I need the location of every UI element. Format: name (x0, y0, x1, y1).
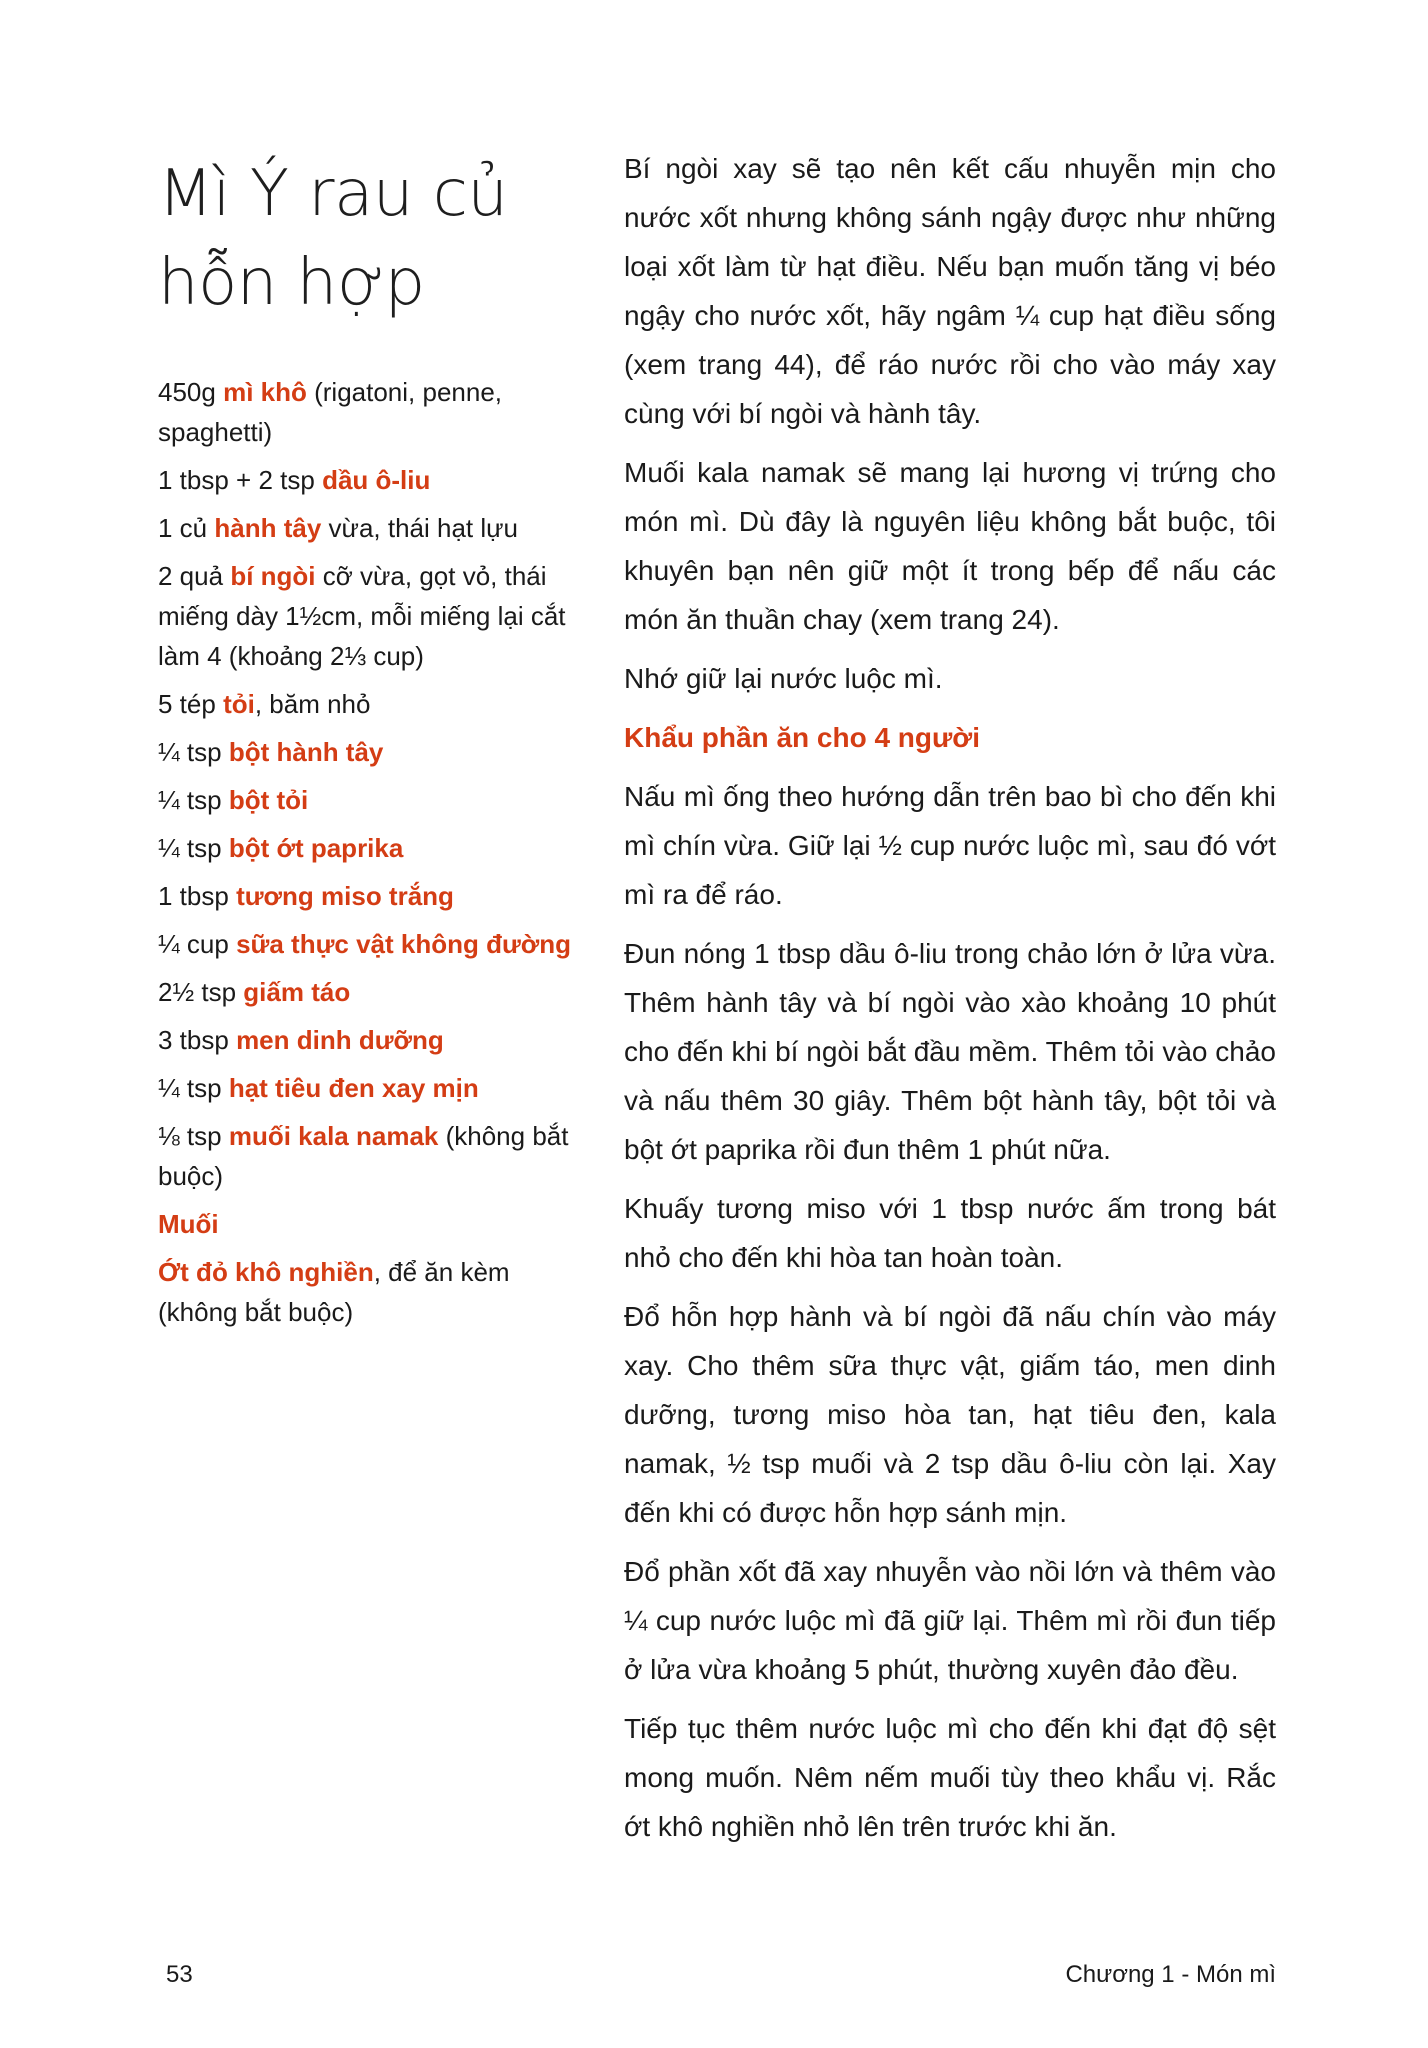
ingredient-name: men dinh dưỡng (236, 1025, 444, 1055)
ingredient-name: bí ngòi (230, 561, 316, 591)
ingredient-name: Muối (158, 1209, 219, 1239)
ingredient-qty: 1 củ (158, 513, 208, 543)
method-column (624, 144, 1276, 1861)
ingredient-item (158, 1116, 578, 1196)
method-step: Tiếp tục thêm nước luộc mì cho đến khi đạt độ sệt mong muốn. Nêm nếm muối tùy theo khẩu vị. Rắc ớt khô nghiền nhỏ lên trên trước khi ăn. (624, 1713, 1276, 1842)
ingredient-qty: 450g (158, 377, 216, 407)
ingredient-name: Ớt đỏ khô nghiền (158, 1257, 374, 1287)
ingredient-name: giấm táo (243, 977, 351, 1007)
ingredient-name: tỏi (223, 689, 255, 719)
ingredient-name: muối kala namak (228, 1121, 439, 1151)
ingredient-item (158, 684, 578, 724)
ingredient-item (158, 372, 578, 452)
method-step: Nấu mì ống theo hướng dẫn trên bao bì cho đến khi mì chín vừa. Giữ lại ½ cup nước luộc mì, sau đó vớt mì ra để ráo. (624, 781, 1276, 910)
ingredient-item (158, 1252, 578, 1332)
ingredient-note: (rigatoni, penne, spaghetti) (158, 377, 503, 447)
ingredient-item (158, 556, 578, 676)
ingredient-qty: 2 quả (158, 561, 224, 591)
recipe-title: Mì Ý rau củ hỗn hợp (158, 157, 508, 320)
ingredient-item (158, 780, 578, 820)
ingredient-item (158, 1020, 578, 1060)
intro-paragraph: Muối kala namak sẽ mang lại hương vị trứng cho món mì. Dù đây là nguyên liệu không bắt buộc, tôi khuyên bạn nên giữ một ít trong bếp để nấu các món ăn thuần chay (xem trang 24). (624, 457, 1276, 635)
ingredient-name: sữa thực vật không đường (236, 929, 572, 959)
ingredient-list (158, 372, 578, 1340)
ingredient-note: (không bắt buộc) (158, 1121, 569, 1191)
ingredient-name: dầu ô-liu (322, 465, 431, 495)
page-number: 53 (166, 1961, 193, 1988)
ingredient-qty: 3 tbsp (158, 1025, 229, 1055)
ingredient-item (158, 1068, 578, 1108)
chapter-label: Chương 1 - Món mì (1065, 1961, 1276, 1988)
ingredient-qty: 1 tbsp (158, 881, 229, 911)
ingredient-item (158, 732, 578, 772)
ingredient-item (158, 508, 578, 548)
ingredient-name: hạt tiêu đen xay mịn (228, 1073, 479, 1103)
ingredient-note: , để ăn kèm (không bắt buộc) (158, 1257, 510, 1327)
method-step: Đun nóng 1 tbsp dầu ô-liu trong chảo lớn ở lửa vừa. Thêm hành tây và bí ngòi vào xào khoảng 10 phút cho đến khi bí ngòi bắt đầu mềm. Thêm tỏi vào chảo và nấu thêm 30 giây. Thêm bột hành tây, bột tỏi và bột ớt paprika rồi đun thêm 1 phút nữa. (624, 938, 1276, 1165)
ingredient-qty: ¼ tsp (158, 785, 222, 815)
servings-heading: Khẩu phần ăn cho 4 người (624, 722, 980, 753)
ingredient-qty: 1 tbsp + 2 tsp (158, 465, 315, 495)
ingredient-qty: ⅛ tsp (158, 1121, 222, 1151)
ingredient-item (158, 460, 578, 500)
ingredient-qty: ¼ tsp (158, 737, 222, 767)
ingredient-name: hành tây (214, 513, 322, 543)
ingredient-name: tương miso trắng (236, 881, 454, 911)
intro-paragraph: Nhớ giữ lại nước luộc mì. (624, 663, 943, 694)
ingredient-note: , băm nhỏ (254, 689, 371, 719)
ingredient-name: bột tỏi (228, 785, 309, 815)
ingredient-item (158, 828, 578, 868)
method-step: Đổ hỗn hợp hành và bí ngòi đã nấu chín vào máy xay. Cho thêm sữa thực vật, giấm táo, men dinh dưỡng, tương miso hòa tan, hạt tiêu đen, kala namak, ½ tsp muối và 2 tsp dầu ô-liu còn lại. Xay đến khi có được hỗn hợp sánh mịn. (624, 1301, 1276, 1528)
intro-paragraph: Bí ngòi xay sẽ tạo nên kết cấu nhuyễn mịn cho nước xốt nhưng không sánh ngậy được như những loại xốt làm từ hạt điều. Nếu bạn muốn tăng vị béo ngậy cho nước xốt, hãy ngâm ¼ cup hạt điều sống (xem trang 44), để ráo nước rồi cho vào máy xay cùng với bí ngòi và hành tây. (624, 153, 1276, 429)
ingredient-item (158, 1204, 578, 1244)
ingredient-qty: ¼ tsp (158, 833, 222, 863)
ingredient-item (158, 972, 578, 1012)
ingredient-qty: 2½ tsp (158, 977, 237, 1007)
ingredient-name: mì khô (223, 377, 307, 407)
ingredient-name: bột ớt paprika (228, 833, 404, 863)
ingredient-item (158, 924, 578, 964)
ingredient-item (158, 876, 578, 916)
method-step: Khuấy tương miso với 1 tbsp nước ấm trong bát nhỏ cho đến khi hòa tan hoàn toàn. (624, 1193, 1276, 1273)
ingredient-note: cỡ vừa, gọt vỏ, thái miếng dày 1½cm, mỗi miếng lại cắt làm 4 (khoảng 2⅓ cup) (158, 561, 566, 671)
ingredient-note: vừa, thái hạt lựu (321, 513, 519, 543)
ingredient-qty: ¼ tsp (158, 1073, 222, 1103)
ingredient-qty: ¼ cup (158, 929, 229, 959)
ingredient-qty: 5 tép (158, 689, 216, 719)
ingredient-name: bột hành tây (228, 737, 384, 767)
method-step: Đổ phần xốt đã xay nhuyễn vào nồi lớn và thêm vào ¼ cup nước luộc mì đã giữ lại. Thêm mì rồi đun tiếp ở lửa vừa khoảng 5 phút, thường xuyên đảo đều. (624, 1556, 1276, 1685)
